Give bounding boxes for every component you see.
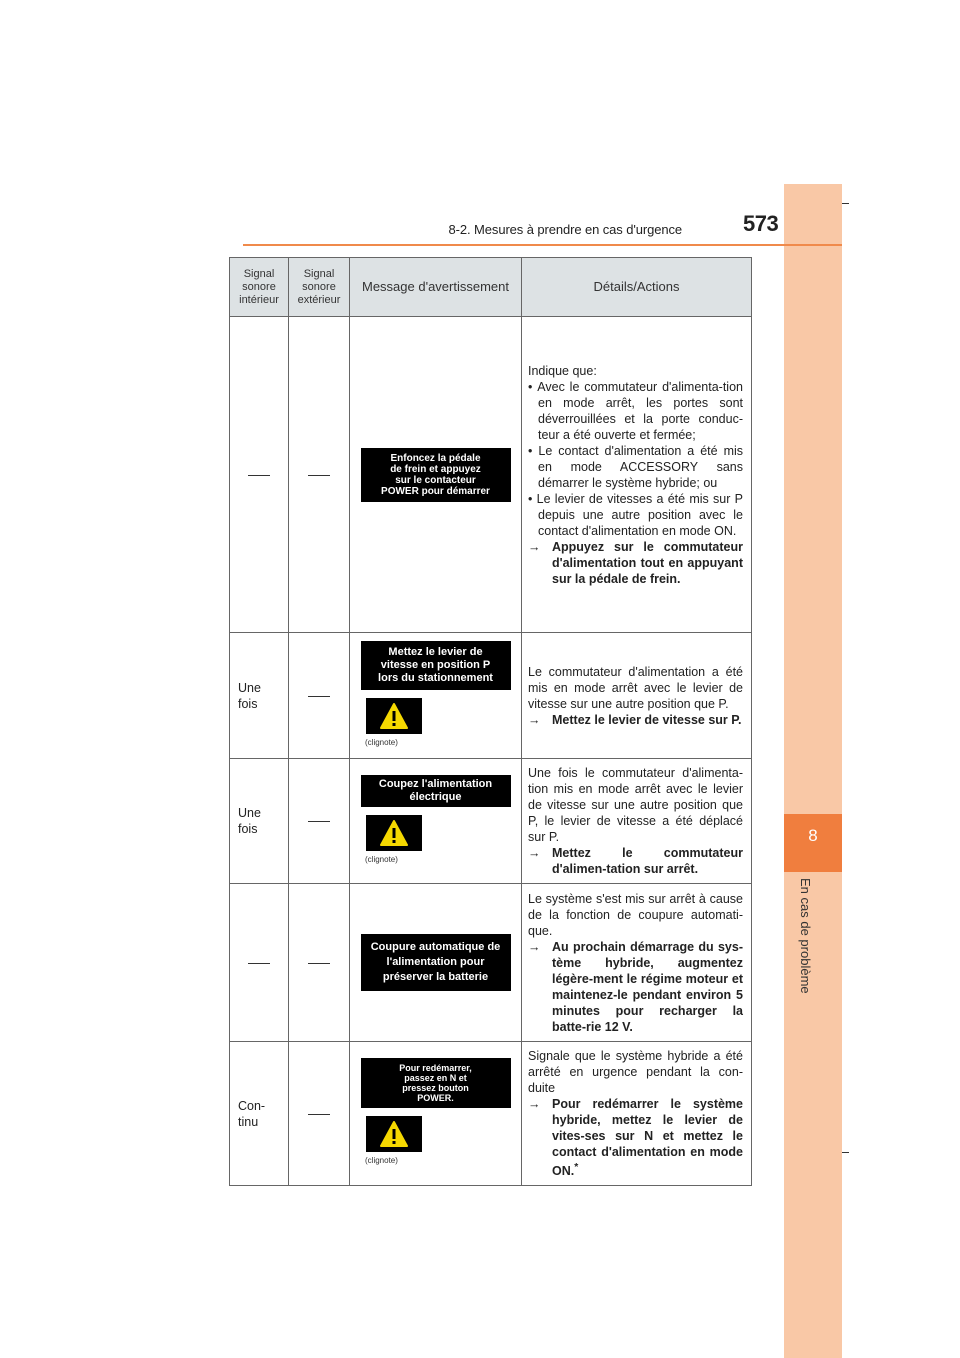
warning-table xyxy=(229,257,752,1186)
details-text: Le commutateur d'alimentation a été mis en mode arrêt avec le levier de vitesse sur une autre position que P. xyxy=(528,664,743,711)
table-row xyxy=(230,759,752,884)
footnote-mark: * xyxy=(574,1162,579,1173)
warning-message-display: Coupez l'alimentation électrique xyxy=(361,775,511,807)
details-action: → Appuyez sur le commutateur d'alimentation tout en appuyant sur la pédale de frein. xyxy=(528,539,743,586)
column-header-interior-buzzer: Signal sonore intérieur xyxy=(230,258,289,317)
details-cell xyxy=(522,759,752,884)
column-header-exterior-buzzer: Signal sonore extérieur xyxy=(289,258,350,317)
details-text: Une fois le commutateur d'alimenta-tion mis en mode arrêt avec le levier de vitesse sur une autre position que P, le levier de vitesse a été déplacé sur P. xyxy=(528,766,743,844)
blink-label: (clignote) xyxy=(365,737,398,747)
message-cell xyxy=(350,633,522,759)
table-row xyxy=(230,317,752,633)
details-intro: Indique que: xyxy=(528,363,597,378)
dash-none xyxy=(248,963,270,964)
dash-none xyxy=(308,821,330,822)
message-cell xyxy=(350,884,522,1042)
warning-message-display: Coupure automatique de l'alimentation pour préserver la batterie xyxy=(361,934,511,991)
warning-light xyxy=(366,1116,422,1152)
warning-triangle-icon xyxy=(379,702,409,730)
column-header-details: Détails/Actions xyxy=(522,258,752,317)
arrow-right-icon: → xyxy=(528,939,541,954)
crop-mark-top-horizontal xyxy=(841,203,849,204)
details-bullet: • Avec le commutateur d'alimenta-tion en mode arrêt, les portes sont déverrouillées et la porte conduc-teur a été ouverte et fermée; xyxy=(528,379,743,442)
header-section-title: 8-2. Mesures à prendre en cas d'urgence xyxy=(448,222,682,237)
interior-buzzer-cell: Une fois xyxy=(230,633,289,759)
details-bullet: • Le levier de vitesses a été mis sur P depuis une autre position avec le contact d'alimentation en mode ON. xyxy=(528,491,743,538)
table-row xyxy=(230,1042,752,1186)
details-action: → Pour redémarrer le système hybride, mettez le levier de vites-ses sur N et mettez le contact d'alimentation en mode ON.* xyxy=(528,1097,743,1179)
exterior-buzzer-cell xyxy=(289,317,350,633)
table-row xyxy=(230,633,752,759)
side-tab-background xyxy=(784,184,842,1358)
warning-message-display: Mettez le levier de vitesse en position P lors du stationnement xyxy=(361,641,511,690)
interior-buzzer-cell: Une fois xyxy=(230,759,289,884)
table-header-row xyxy=(230,258,752,317)
table-row xyxy=(230,884,752,1042)
arrow-right-icon: → xyxy=(528,1097,541,1111)
interior-buzzer-cell xyxy=(230,884,289,1042)
side-tab-chapter-number: 8 xyxy=(808,826,818,845)
details-action: → Au prochain démarrage du sys-tème hybride, augmentez légère-ment le régime moteur et maintenez-le pendant environ 5 minutes pour recharger la batte-rie 12 V. xyxy=(528,939,743,1034)
details-bullet: • Le contact d'alimentation a été mis en mode ACCESSORY sans démarrer le système hybride; ou xyxy=(528,443,744,490)
arrow-right-icon: → xyxy=(528,712,541,727)
header-rule xyxy=(243,244,842,246)
details-text: Signale que le système hybride a été arrêté en urgence pendant la con-duite xyxy=(528,1049,743,1095)
details-cell xyxy=(522,317,752,633)
details-cell xyxy=(522,633,752,759)
dash-none xyxy=(248,475,270,476)
message-cell xyxy=(350,317,522,633)
details-action: → Mettez le commutateur d'alimen-tation sur arrêt. xyxy=(528,846,743,876)
warning-light xyxy=(366,698,422,734)
dash-none xyxy=(308,963,330,964)
message-cell xyxy=(350,759,522,884)
column-header-message: Message d'avertissement xyxy=(350,258,522,317)
blink-label: (clignote) xyxy=(365,854,398,864)
arrow-right-icon: → xyxy=(528,846,541,860)
page-number: 573 xyxy=(743,211,779,236)
details-cell xyxy=(522,1042,752,1186)
warning-message-display: Enfoncez la pédale de frein et appuyez sur le contacteur POWER pour démarrer xyxy=(361,448,511,502)
dash-none xyxy=(308,1114,330,1115)
warning-light xyxy=(366,815,422,851)
details-action: → Mettez le levier de vitesse sur P. xyxy=(528,712,742,727)
exterior-buzzer-cell xyxy=(289,884,350,1042)
exterior-buzzer-cell xyxy=(289,759,350,884)
crop-mark-bottom-horizontal xyxy=(841,1152,849,1153)
side-tab-chapter-title: En cas de problème xyxy=(798,878,813,994)
blink-label: (clignote) xyxy=(365,1156,398,1166)
interior-buzzer-cell: Con- tinu xyxy=(230,1042,289,1186)
warning-message-display: Pour redémarrer, passez en N et pressez bouton POWER. xyxy=(361,1058,511,1108)
details-text: Le système s'est mis sur arrêt à cause de la fonction de coupure automati-que. xyxy=(528,891,743,938)
exterior-buzzer-cell xyxy=(289,1042,350,1186)
dash-none xyxy=(308,696,330,697)
interior-buzzer-cell xyxy=(230,317,289,633)
arrow-right-icon: → xyxy=(528,539,541,554)
dash-none xyxy=(308,475,330,476)
warning-triangle-icon xyxy=(379,819,409,847)
details-cell xyxy=(522,884,752,1042)
message-cell xyxy=(350,1042,522,1186)
warning-triangle-icon xyxy=(379,1120,409,1148)
exterior-buzzer-cell xyxy=(289,633,350,759)
